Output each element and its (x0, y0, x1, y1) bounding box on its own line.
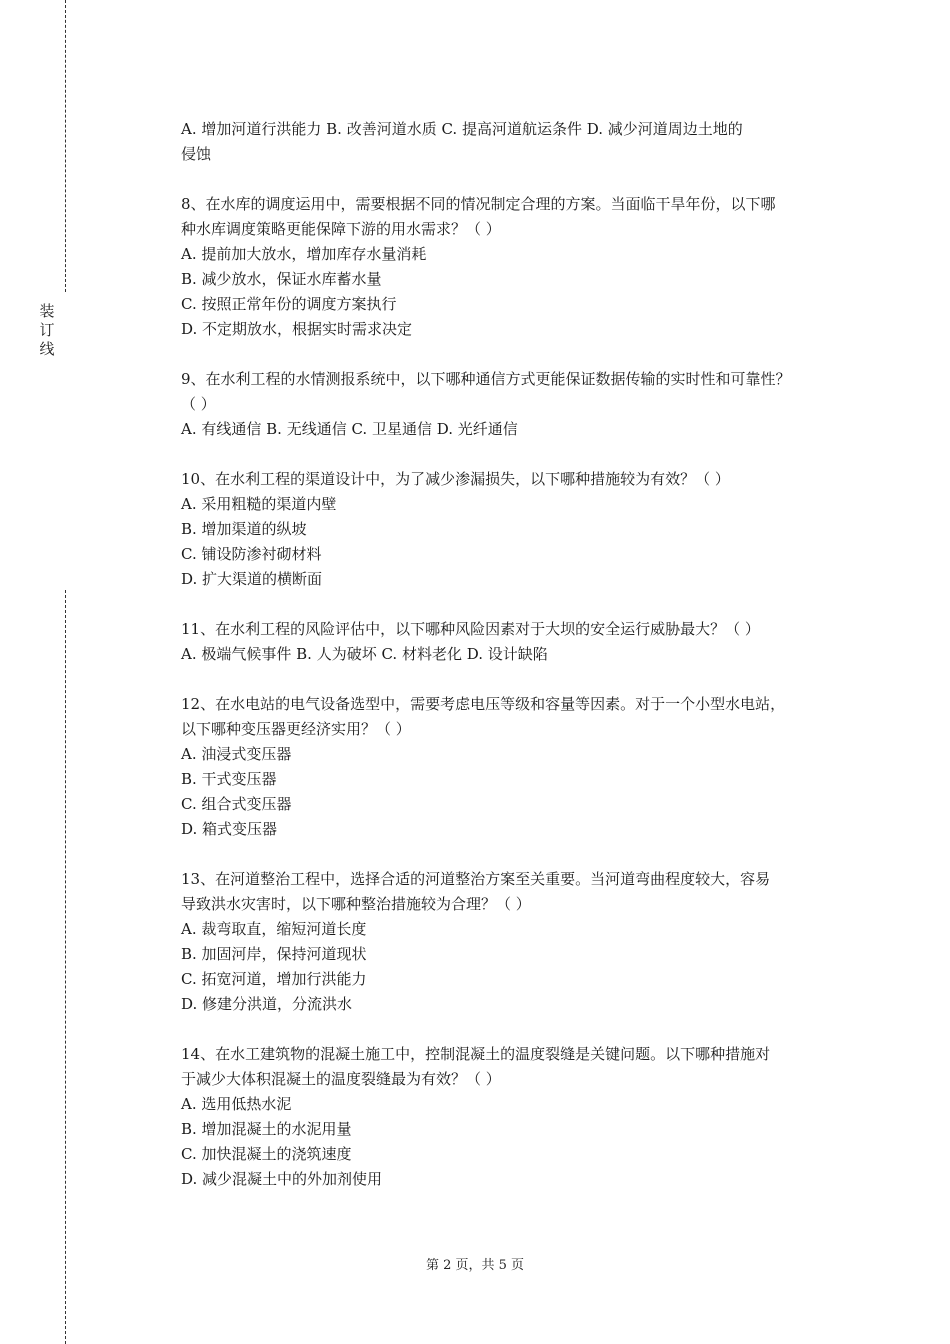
text-line: A. 极端气候事件 B. 人为破坏 C. 材料老化 D. 设计缺陷 (181, 645, 548, 663)
binding-char: 订 (39, 321, 55, 339)
binding-char: 线 (39, 340, 55, 358)
question-spacer (181, 442, 849, 467)
text-line: D. 不定期放水，根据实时需求决定 (181, 320, 413, 338)
text-line: B. 加固河岸，保持河道现状 (181, 945, 367, 963)
text-line: D. 扩大渠道的横断面 (181, 570, 323, 588)
text-line: 侵蚀 (181, 145, 212, 163)
text-line: A. 采用粗糙的渠道内壁 (181, 495, 337, 513)
page-number: 第 2 页，共 5 页 (425, 1258, 525, 1273)
text-line: C. 拓宽河道，增加行洪能力 (181, 970, 367, 988)
text-line: D. 减少混凝土中的外加剂使用 (181, 1170, 383, 1188)
text-line: A. 增加河道行洪能力 B. 改善河道水质 C. 提高河道航运条件 D. 减少河道周边土地的 (181, 120, 743, 138)
text-line: 9、在水利工程的水情测报系统中，以下哪种通信方式更能保证数据传输的实时性和可靠性？ (181, 370, 791, 388)
text-line: 种水库调度策略更能保障下游的用水需求？（ ） (181, 220, 501, 238)
text-line: 10、在水利工程的渠道设计中，为了减少渗漏损失，以下哪种措施较为有效？（ ） (181, 470, 730, 488)
text-line: C. 铺设防渗衬砌材料 (181, 545, 322, 563)
text-line: 11、在水利工程的风险评估中，以下哪种风险因素对于大坝的安全运行威胁最大？（ ） (181, 620, 760, 638)
question-spacer (181, 342, 849, 367)
text-line: 于减少大体积混凝土的温度裂缝最为有效？（ ） (181, 1070, 501, 1088)
text-line: B. 干式变压器 (181, 770, 277, 788)
text-line: B. 增加渠道的纵坡 (181, 520, 307, 538)
binding-line-bottom (65, 590, 66, 1344)
text-line: A. 裁弯取直，缩短河道长度 (181, 920, 367, 938)
question-spacer (181, 167, 849, 192)
text-line: C. 加快混凝土的浇筑速度 (181, 1145, 352, 1163)
text-line: D. 修建分洪道，分流洪水 (181, 995, 353, 1013)
question-content (181, 117, 849, 1192)
text-line: 以下哪种变压器更经济实用？（ ） (181, 720, 411, 738)
question-spacer (181, 592, 849, 617)
binding-label (38, 302, 56, 359)
question-spacer (181, 842, 849, 867)
text-line: D. 箱式变压器 (181, 820, 278, 838)
text-line: C. 按照正常年份的调度方案执行 (181, 295, 397, 313)
text-line: 14、在水工建筑物的混凝土施工中，控制混凝土的温度裂缝是关键问题。以下哪种措施对 (181, 1045, 771, 1063)
text-line: 13、在河道整治工程中，选择合适的河道整治方案至关重要。当河道弯曲程度较大，容易 (181, 870, 771, 888)
question-spacer (181, 667, 849, 692)
text-line: C. 组合式变压器 (181, 795, 292, 813)
text-line: （ ） (181, 395, 216, 413)
text-line: 12、在水电站的电气设备选型中，需要考虑电压等级和容量等因素。对于一个小型水电站， (181, 695, 786, 713)
text-line: A. 有线通信 B. 无线通信 C. 卫星通信 D. 光纤通信 (181, 420, 518, 438)
question-spacer (181, 1017, 849, 1042)
text-line: B. 减少放水，保证水库蓄水量 (181, 270, 382, 288)
text-line: A. 选用低热水泥 (181, 1095, 292, 1113)
text-line: B. 增加混凝土的水泥用量 (181, 1120, 352, 1138)
text-line: 8、在水库的调度运用中，需要根据不同的情况制定合理的方案。当面临干旱年份，以下哪 (181, 195, 776, 213)
text-line: 导致洪水灾害时，以下哪种整治措施较为合理？（ ） (181, 895, 531, 913)
binding-line-top (65, 0, 66, 292)
text-line: A. 提前加大放水，增加库存水量消耗 (181, 245, 427, 263)
binding-char: 装 (39, 302, 55, 320)
text-line: A. 油浸式变压器 (181, 745, 292, 763)
